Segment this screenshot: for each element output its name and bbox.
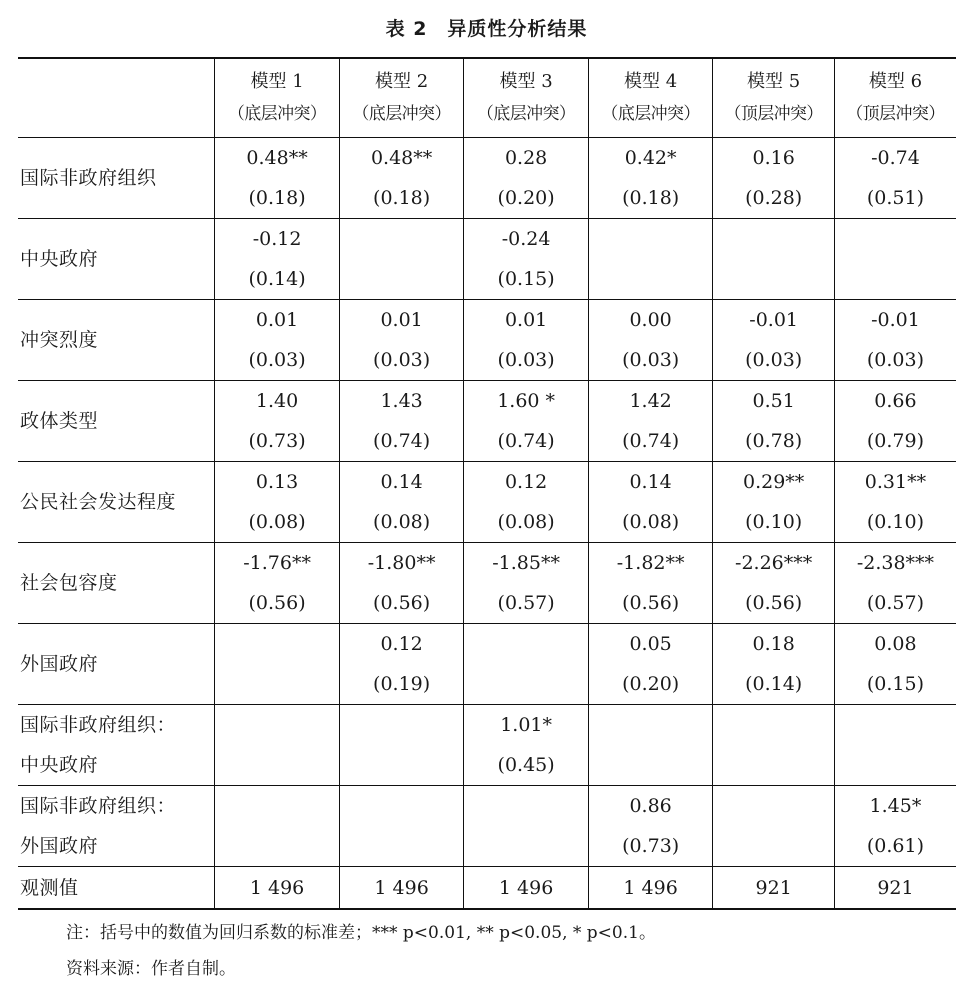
table-cell — [464, 786, 589, 867]
table-cell — [834, 705, 956, 786]
table-cell: -0.74 (0.51) — [834, 138, 956, 219]
table-cell: 921 — [834, 867, 956, 910]
header-model-3: 模型 3 （底层冲突） — [464, 58, 589, 138]
observations-row — [18, 867, 956, 910]
table-cell — [713, 219, 835, 300]
table-cell: 1.60 * (0.74) — [464, 381, 589, 462]
table-cell: 0.08 (0.15) — [834, 624, 956, 705]
table-row — [18, 381, 956, 462]
row-label: 外国政府 — [18, 624, 215, 705]
table-cell: 0.42* (0.18) — [588, 138, 713, 219]
table-cell — [713, 705, 835, 786]
table-cell: -1.80** (0.56) — [339, 543, 464, 624]
table-row — [18, 543, 956, 624]
table-cell — [215, 786, 340, 867]
table-cell: -0.12 (0.14) — [215, 219, 340, 300]
table-cell: 0.14 (0.08) — [588, 462, 713, 543]
table-cell: 0.66 (0.79) — [834, 381, 956, 462]
table-cell: 1 496 — [215, 867, 340, 910]
table-row — [18, 138, 956, 219]
table-cell: 1.43 (0.74) — [339, 381, 464, 462]
table-cell: 0.05 (0.20) — [588, 624, 713, 705]
table-cell: 0.14 (0.08) — [339, 462, 464, 543]
table-row — [18, 462, 956, 543]
table-cell: 0.28 (0.20) — [464, 138, 589, 219]
header-corner — [18, 58, 215, 138]
table-cell: 0.48** (0.18) — [215, 138, 340, 219]
table-cell — [339, 786, 464, 867]
row-label: 政体类型 — [18, 381, 215, 462]
regression-table — [18, 57, 956, 910]
header-model-5: 模型 5 （顶层冲突） — [713, 58, 835, 138]
table-cell: 0.16 (0.28) — [713, 138, 835, 219]
table-cell: 1.01* (0.45) — [464, 705, 589, 786]
table-cell — [215, 624, 340, 705]
header-model-6: 模型 6 （顶层冲突） — [834, 58, 956, 138]
table-note: 注：括号中的数值为回归系数的标准差；*** p<0.01, ** p<0.05, * p<0.1。 — [66, 923, 656, 943]
table-cell: 0.01 (0.03) — [464, 300, 589, 381]
row-label: 冲突烈度 — [18, 300, 215, 381]
table-cell: -2.26*** (0.56) — [713, 543, 835, 624]
table-cell: 0.13 (0.08) — [215, 462, 340, 543]
table-cell: 0.48** (0.18) — [339, 138, 464, 219]
row-label: 中央政府 — [18, 219, 215, 300]
table-cell: -0.24 (0.15) — [464, 219, 589, 300]
table-row — [18, 219, 956, 300]
table-row — [18, 786, 956, 867]
table-row — [18, 624, 956, 705]
table-cell: -1.82** (0.56) — [588, 543, 713, 624]
table-row — [18, 705, 956, 786]
table-cell: 0.86 (0.73) — [588, 786, 713, 867]
table-cell: 1 496 — [588, 867, 713, 910]
table-cell: 0.18 (0.14) — [713, 624, 835, 705]
header-model-1: 模型 1 （底层冲突） — [215, 58, 340, 138]
table-cell: 1.45* (0.61) — [834, 786, 956, 867]
table-cell: -0.01 (0.03) — [713, 300, 835, 381]
header-row — [18, 58, 956, 138]
row-label: 国际非政府组织： 外国政府 — [18, 786, 215, 867]
table-cell: 1 496 — [464, 867, 589, 910]
header-model-2: 模型 2 （底层冲突） — [339, 58, 464, 138]
table-cell: 0.01 (0.03) — [339, 300, 464, 381]
table-cell: -1.76** (0.56) — [215, 543, 340, 624]
table-cell: -0.01 (0.03) — [834, 300, 956, 381]
table-cell — [588, 219, 713, 300]
table-cell: 921 — [713, 867, 835, 910]
table-cell — [215, 705, 340, 786]
table-cell: 0.00 (0.03) — [588, 300, 713, 381]
header-model-4: 模型 4 （底层冲突） — [588, 58, 713, 138]
table-cell: 0.01 (0.03) — [215, 300, 340, 381]
table-title: 表 2 异质性分析结果 — [385, 18, 588, 40]
table-cell: 0.51 (0.78) — [713, 381, 835, 462]
source-note: 资料来源：作者自制。 — [66, 959, 236, 979]
row-label: 社会包容度 — [18, 543, 215, 624]
row-label: 国际非政府组织 — [18, 138, 215, 219]
table-cell — [713, 786, 835, 867]
table-cell: 1.42 (0.74) — [588, 381, 713, 462]
table-cell: 1.40 (0.73) — [215, 381, 340, 462]
table-cell — [339, 705, 464, 786]
table-cell — [464, 624, 589, 705]
table-cell — [339, 219, 464, 300]
row-label: 国际非政府组织： 中央政府 — [18, 705, 215, 786]
table-cell: -1.85** (0.57) — [464, 543, 589, 624]
table-row — [18, 300, 956, 381]
table-cell: 1 496 — [339, 867, 464, 910]
table-cell: 0.29** (0.10) — [713, 462, 835, 543]
row-label: 公民社会发达程度 — [18, 462, 215, 543]
table-cell — [834, 219, 956, 300]
table-cell: -2.38*** (0.57) — [834, 543, 956, 624]
table-cell: 0.12 (0.19) — [339, 624, 464, 705]
table-cell — [588, 705, 713, 786]
table-cell: 0.12 (0.08) — [464, 462, 589, 543]
table-cell: 0.31** (0.10) — [834, 462, 956, 543]
row-label: 观测值 — [18, 867, 215, 910]
